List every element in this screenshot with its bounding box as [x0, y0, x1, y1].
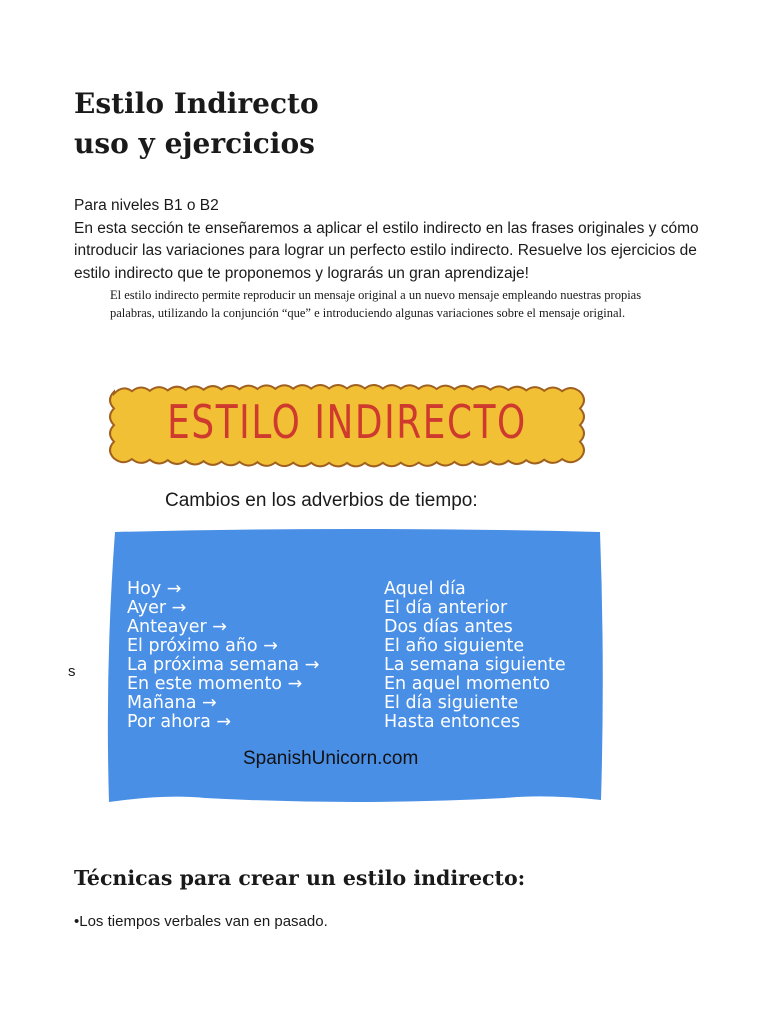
- adverb-original: Mañana →: [127, 693, 217, 713]
- adverb-original: Por ahora →: [127, 712, 232, 732]
- adverb-original: Anteayer →: [127, 617, 227, 637]
- original-adverbs-column: [127, 580, 319, 732]
- techniques-heading: Técnicas para crear un estilo indirecto:: [74, 866, 526, 890]
- adverb-original: El próximo año →: [127, 636, 278, 656]
- title-line-2: uso y ejercicios: [74, 127, 315, 160]
- adverb-original: Ayer →: [127, 598, 187, 618]
- adverb-indirect: Dos días antes: [384, 617, 513, 637]
- level-text: Para niveles B1 o B2: [74, 197, 219, 214]
- indirect-adverbs-column: [384, 580, 566, 732]
- adverbs-panel: [105, 528, 605, 804]
- adverb-original: Hoy →: [127, 579, 182, 599]
- adverb-original: La próxima semana →: [127, 655, 320, 675]
- adverb-indirect: El día anterior: [384, 598, 508, 618]
- site-credit: SpanishUnicorn.com: [243, 748, 419, 769]
- adverb-original: En este momento →: [127, 674, 303, 694]
- infographic-subtitle: Cambios en los adverbios de tiempo:: [165, 490, 478, 511]
- adverb-indirect: Hasta entonces: [384, 712, 521, 732]
- title-line-1: Estilo Indirecto: [74, 87, 319, 120]
- stray-character: s: [68, 663, 76, 680]
- adverb-indirect: El día siguiente: [384, 693, 519, 713]
- intro-block: [74, 195, 704, 285]
- adverb-indirect: En aquel momento: [384, 674, 551, 694]
- banner: [104, 376, 590, 476]
- banner-title: ESTILO INDIRECTO: [167, 395, 527, 449]
- adverb-indirect: El año siguiente: [384, 636, 525, 656]
- adverb-indirect: Aquel día: [384, 579, 466, 599]
- bullet-item: •Los tiempos verbales van en pasado.: [74, 913, 328, 930]
- intro-description: En esta sección te enseñaremos a aplicar el estilo indirecto en las frases originales y cómo introducir las variaciones para lograr un perfecto estilo indirecto. Resuelve los ejercicios de estilo indirecto que te proponemos y lograrás un gran aprendizaje!: [74, 219, 699, 282]
- definition-text: El estilo indirecto permite reproducir un mensaje original a un nuevo mensaje empleando nuestras propias palabras, utilizando la conjunción “que” e introduciendo algunas variaciones sobre el mensaje original.: [110, 288, 642, 320]
- page-title: [74, 84, 319, 164]
- adverb-indirect: La semana siguiente: [384, 655, 566, 675]
